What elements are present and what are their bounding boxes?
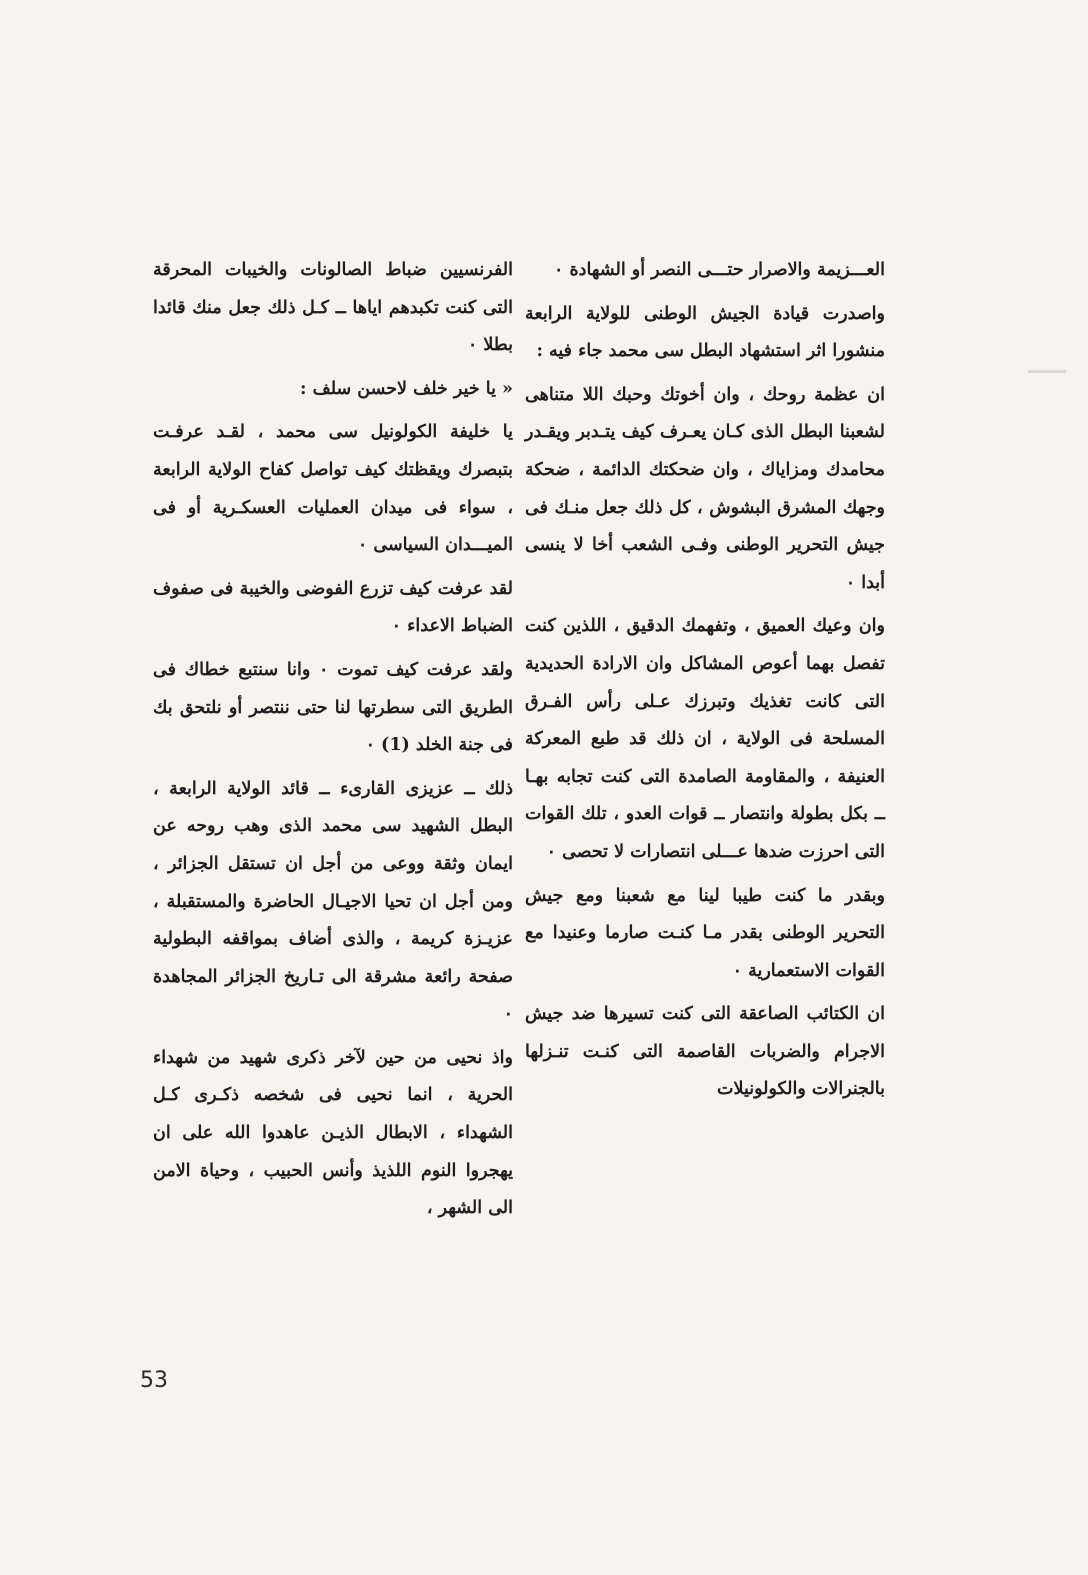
left-text-column [153, 252, 513, 1234]
paragraph: ان عظمة روحك ، وان أخوتك وحبك اللا متناهى لشعبنا البطل الذى كـان يعـرف كيف يتـدبر ويقـدر محامدك ومزاياك ، وان ضحكتك الدائمة ، ضحكة وجهك المشرق البشوش ، كل ذلك جعل منـك فى جيش التحرير الوطنى وفـى الشعب أخا لا ينسى أبدا ٠ [525, 384, 885, 593]
paragraph: يا خليفة الكولونيل سى محمد ، لقـد عرفـت بتبصرك ويقظتك كيف تواصل كفاح الولاية الرابعة ، سواء فى ميدان العمليات العسكـرية أو فى الميـــدان السياسى ٠ [153, 422, 513, 556]
paragraph: واذ نحيى من حين لآخر ذكرى شهيد من شهداء الحرية ، انما نحيى فى شخصه ذكـرى كـل الشهداء ، الابطال الذيـن عاهدوا الله على ان يهجروا النوم اللذيذ وأنس الحبيب ، وحياة الامن الى الشهر ، [153, 1047, 513, 1219]
paragraph: ان الكتائب الصاعقة التى كنت تسيرها ضد جيش الاجرام والضربات القاصمة التى كنـت تنـزلها بالجنرالات والكولونيلات [525, 1004, 885, 1100]
paragraph: « يا خير خلف لاحسن سلف : [300, 378, 513, 399]
paragraph: لقد عرفت كيف تزرع الفوضى والخيبة فى صفوف الضباط الاعداء ٠ [153, 578, 513, 637]
paragraph: العـــزيمة والاصرار حتـــى النصر أو الشهادة ٠ [554, 260, 885, 280]
paragraph: وبقدر ما كنت طيبا لينا مع شعبنا ومع جيش التحرير الوطنى بقدر مـا كنـت صارما وعنيدا مع القوات الاستعمارية ٠ [525, 885, 885, 981]
paragraph: ذلك ــ عزيزى القارىء ــ قائد الولاية الرابعة ، البطل الشهيد سى محمد الذى وهب روحه عن ايمان وثقة ووعى من أجل ان تستقل الجزائر ، ومن أجل ان تحيا الاجيـال الحاضرة والمستقبلة ، عزيـزة كريمة ، والذى أضاف بمواقفه البطولية صفحة رائعة مشرقة الى تـاريخ الجزائر المجاهدة ٠ [153, 778, 513, 1025]
right-text-column [525, 252, 885, 1115]
scan-edge-mark [1028, 370, 1066, 373]
paragraph: وان وعيك العميق ، وتفهمك الدقيق ، اللذين كنت تفصل بهما أعوص المشاكل وان الارادة الحديدية التى كانت تغذيك وتبرزك عـلى رأس الفـرق المسلحة فى الولاية ، ان ذلك قد طبع المعركة العنيفة ، والمقاومة الصامدة التى كنت تجابه بهـا ــ بكل بطولة وانتصار ــ قوات العدو ، تلك القوات التى احرزت ضدها عـــلى انتصارات لا تحصى ٠ [525, 616, 885, 862]
paragraph: واصدرت قيادة الجيش الوطنى للولاية الرابعة منشورا اثر استشهاد البطل سى محمد جاء فيه : [525, 303, 885, 362]
paragraph: الفرنسيين ضباط الصالونات والخيبات المحرقة التى كنت تكبدهم اياها ــ كـل ذلك جعل منك قائدا بطلا ٠ [153, 260, 513, 356]
paragraph: ولقد عرفت كيف تموت ٠ وانا سنتبع خطاك فى الطريق التى سطرتها لنا حتى ننتصر أو نلتحق بك فى جنة الخلد (1) ٠ [153, 659, 513, 756]
page-number: 53 [140, 1368, 168, 1393]
